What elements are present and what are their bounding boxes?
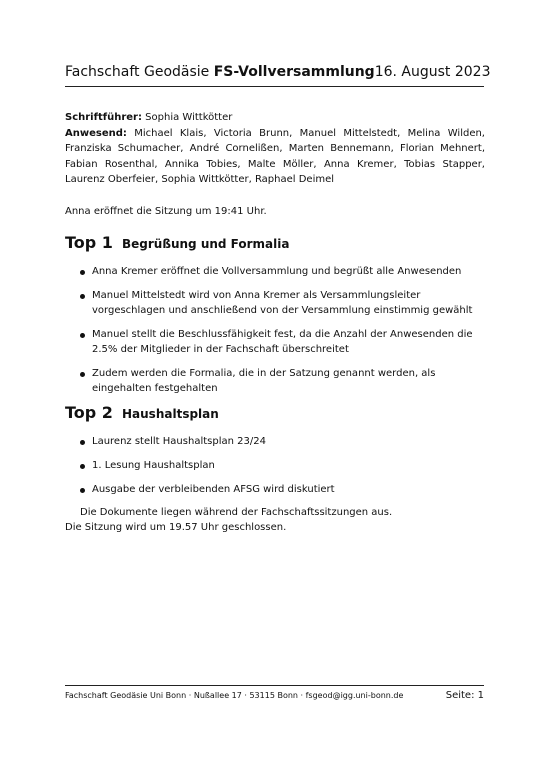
recorder-line xyxy=(65,110,485,126)
section-title: Begrüßung und Formalia xyxy=(122,237,290,251)
bullet-icon xyxy=(80,294,85,299)
list-item-text: Anna Kremer eröffnet die Vollversammlung und begrüßt alle Anwesenden xyxy=(92,266,462,277)
list-item xyxy=(65,482,485,497)
list-item xyxy=(65,366,485,396)
footer-divider xyxy=(65,685,484,686)
header-title xyxy=(65,64,375,80)
section-items-top-1 xyxy=(65,264,485,405)
list-item-text: Manuel Mittelstedt wird von Anna Kremer als Versammlungsleiter vorgeschlagen und anschließend von der Versammlung einstimmig gewählt xyxy=(92,290,473,316)
bullet-icon xyxy=(80,440,85,445)
list-item-text: Ausgabe der verbleibenden AFSG wird diskutiert xyxy=(92,484,335,495)
header-meeting-title: FS-Vollversammlung xyxy=(213,64,375,80)
document-footer xyxy=(65,690,484,701)
bullet-icon xyxy=(80,488,85,493)
page-number: Seite: 1 xyxy=(445,690,484,701)
list-item xyxy=(65,434,485,449)
list-item-text: Zudem werden die Formalia, die in der Satzung genannt werden, als eingehalten festgehalten xyxy=(92,368,436,394)
list-item xyxy=(65,288,485,318)
meeting-meta xyxy=(65,110,485,188)
section-title: Haushaltsplan xyxy=(122,407,219,421)
list-item xyxy=(65,458,485,473)
recorder-name: Sophia Wittkötter xyxy=(145,112,233,123)
attendees-line xyxy=(65,126,485,188)
section-heading-top-2 xyxy=(65,403,219,422)
closing-line-documents: Die Dokumente liegen während der Fachschaftssitzungen aus. xyxy=(80,507,393,518)
attendees-label: Anwesend: xyxy=(65,127,127,139)
attendees-list: Michael Klais, Victoria Brunn, Manuel Mittelstedt, Melina Wilden, Franziska Schumacher, André Cornelißen, Marten Bennemann, Florian Mehnert, Fabian Rosenthal, Annika Tobies, Malte Möller, Anna Kremer, Tobias Stapper, Laurenz Oberfeier, Sophia Wittkötter, Raphael Deimel xyxy=(65,127,485,185)
bullet-icon xyxy=(80,270,85,275)
list-item xyxy=(65,327,485,357)
bullet-icon xyxy=(80,464,85,469)
list-item-text: Manuel stellt die Beschlussfähigkeit fest, da die Anzahl der Anwesenden die 2.5% der Mitglieder in der Fachschaft überschreitet xyxy=(92,329,473,355)
document-header xyxy=(65,64,491,80)
recorder-label: Schriftführer: xyxy=(65,112,142,123)
header-org: Fachschaft Geodäsie xyxy=(65,64,210,80)
list-item-text: Laurenz stellt Haushaltsplan 23/24 xyxy=(92,436,266,447)
section-heading-top-1 xyxy=(65,233,289,252)
section-items-top-2 xyxy=(65,434,485,506)
bullet-icon xyxy=(80,372,85,377)
header-divider xyxy=(65,86,484,87)
header-date: 16. August 2023 xyxy=(374,64,491,80)
list-item-text: 1. Lesung Haushaltsplan xyxy=(92,460,215,471)
closing-line-end: Die Sitzung wird um 19.57 Uhr geschlossen. xyxy=(65,522,287,533)
list-item xyxy=(65,264,485,279)
section-number: Top 1 xyxy=(65,233,113,252)
footer-address: Fachschaft Geodäsie Uni Bonn · Nußallee 17 · 53115 Bonn · fsgeod@igg.uni-bonn.de xyxy=(65,691,404,700)
bullet-icon xyxy=(80,333,85,338)
opening-statement: Anna eröffnet die Sitzung um 19:41 Uhr. xyxy=(65,206,267,217)
closing-statement xyxy=(65,505,485,535)
section-number: Top 2 xyxy=(65,403,113,422)
